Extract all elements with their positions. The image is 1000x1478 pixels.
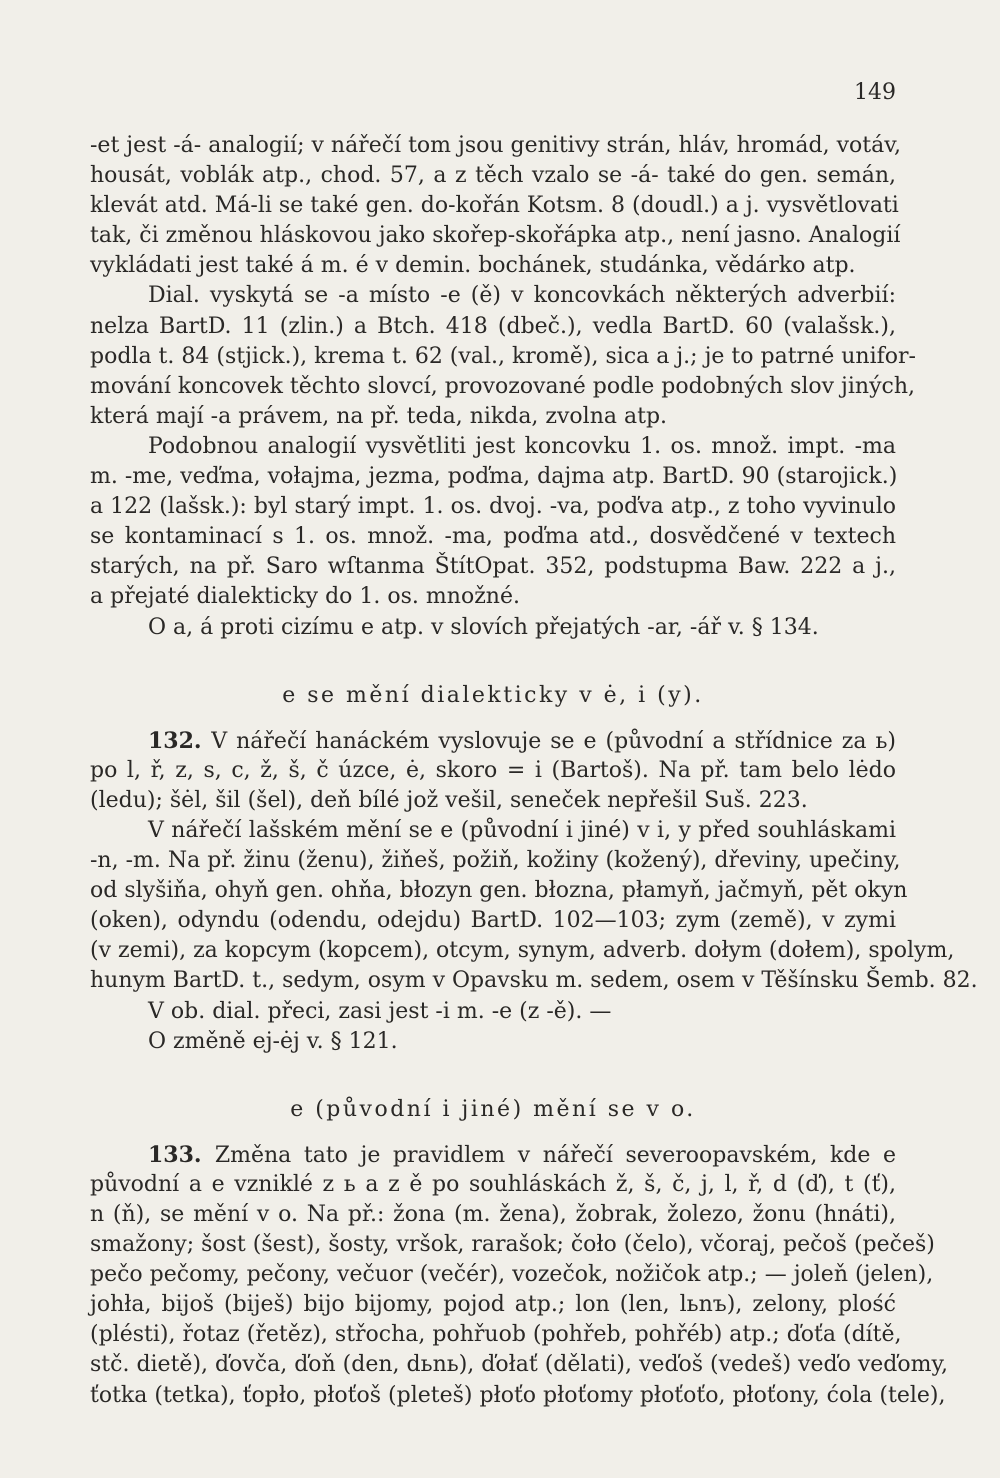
text-line	[90, 1170, 896, 1200]
section-heading	[90, 1095, 896, 1125]
section-heading	[90, 681, 896, 711]
line-text: a 122 (lašsk.): byl starý impt. 1. os. dvoj. -va, poďva atp., z toho vyvinulo	[90, 494, 896, 520]
text-line	[90, 522, 896, 552]
text-line	[90, 462, 896, 492]
line-text: Dial. vyskytá se -a místo -e (ě) v koncovkách některých adverbií:	[148, 283, 896, 309]
text-line	[90, 492, 896, 522]
line-text: nelza BartD. 11 (zlin.) a Btch. 418 (dbeč.), vedla BartD. 60 (valašsk.),	[90, 313, 896, 339]
line-text: V nářečí lašském mění se e (původní i jiné) v i, y před souhláskami	[148, 817, 896, 843]
body-text	[90, 131, 978, 1411]
line-text: johła, bijoš (biješ) bijo bijomy, pojod atp.; lon (len, lьnъ), zelony, plość	[90, 1292, 896, 1318]
paragraph-number: 132.	[148, 727, 212, 754]
text-line	[90, 161, 896, 191]
text-line	[90, 251, 896, 281]
line-text: Podobnou analogií vysvětliti jest koncovku 1. os. množ. impt. -ma	[148, 433, 896, 459]
line-text: housát, voblák atp., chod. 57, a z těch vzalo se -á- také do gen. semán,	[90, 163, 896, 189]
line-text: n (ň), se mění v o. Na př.: žona (m. žena), žobrak, žolezo, žonu (hnáti),	[90, 1202, 896, 1227]
text-line	[90, 372, 915, 402]
line-text: V ob. dial. přeci, zasi jest -i m. -e (z -ě). —	[148, 998, 612, 1024]
text-line	[90, 816, 896, 846]
line-text: (plésti), řotaz (řetěz), střocha, pohřuob (pohřeb, pohřéb) atp.; ďoťa (dítě,	[90, 1322, 902, 1348]
line-text: mování koncovek těchto slovcí, provozované podle podobných slov jiných,	[90, 373, 915, 399]
vertical-gap	[90, 1125, 896, 1140]
text-line	[90, 281, 896, 311]
line-text: (oken), odyndu (odendu, odejdu) BartD. 102—103; zym (země), v zymi	[90, 908, 896, 934]
text-line	[90, 342, 916, 372]
line-text: m. -me, veďma, vołajma, jezma, poďma, dajma atp. BartD. 90 (starojick.)	[90, 464, 898, 490]
text-line	[90, 191, 899, 221]
text-line	[90, 1260, 934, 1290]
line-text: klevát atd. Má-li se také gen. do-kořán Kotsm. 8 (doudl.) a j. vysvětlovati	[90, 193, 899, 219]
text-line	[90, 726, 896, 756]
text-line	[90, 1320, 902, 1350]
text-line	[90, 1200, 896, 1230]
line-text: e se mění dialekticky v ė, i (y).	[282, 682, 704, 708]
line-text: starých, na př. Saro wſtanma ŠtítOpat. 352, podstupma Baw. 222 a j.,	[90, 554, 896, 580]
line-text: pečo pečomy, pečony, večuor (večér), vozečok, nožičok atp.; — joleň (jelen),	[90, 1262, 934, 1288]
text-line	[90, 906, 896, 936]
line-text: tak, či změnou hláskovou jako skořep-skořápka atp., není jasno. Analogií	[90, 223, 901, 249]
text-line	[90, 786, 896, 816]
line-text: V nářečí hanáckém vyslovuje se e (původní a střídnice za ь)	[211, 728, 896, 754]
line-text: smažony; šost (šest), šosty, vršok, rarašok; čoło (čelo), včoraj, pečoš (pečeš)	[90, 1232, 935, 1258]
line-text: a přejaté dialekticky do 1. os. množné.	[90, 584, 520, 610]
text-line	[90, 1381, 946, 1411]
text-line	[90, 432, 896, 462]
text-line	[90, 552, 896, 582]
line-text: původní a e vzniklé z ь a z ě po souhláskách ž, š, č, j, l, ř, d (ď), t (ť),	[90, 1171, 896, 1197]
line-text: e (původní i jiné) mění se v o.	[290, 1096, 696, 1122]
line-text: se kontaminací s 1. os. množ. -ma, poďma atd., dosvědčené v textech	[90, 524, 896, 550]
line-text: Změna tato je pravidlem v nářečí severoopavském, kde e	[214, 1142, 896, 1168]
line-text: (ledu); šėl, šil (šel), deň bílé jož vešil, seneček nepřešil Suš. 223.	[90, 787, 808, 813]
vertical-gap	[90, 1057, 896, 1095]
text-line	[90, 312, 896, 342]
vertical-gap	[90, 643, 896, 681]
line-text: podla t. 84 (stjick.), krema t. 62 (val., kromě), sica a j.; je to patrné unifor-	[90, 343, 916, 369]
text-line	[90, 582, 896, 612]
line-text: po l, ř, z, s, c, ž, š, č úzce, ė, skoro = i (Bartoš). Na př. tam belo lėdo	[90, 757, 896, 783]
text-line	[90, 846, 901, 876]
text-line	[90, 131, 902, 161]
text-line	[90, 613, 896, 643]
line-text: stč. dietě), ďovča, ďoň (den, dьnь), ďołať (dělati), veďoš (vedeš) veďo veďomy,	[90, 1352, 948, 1378]
line-text: která mají -a právem, na př. teda, nikda, zvolna atp.	[90, 403, 668, 429]
line-text: ťotka (tetka), ťopło, płoťoš (pleteš) płoťo płoťomy płoťoťo, płoťony, ćola (tele),	[90, 1382, 946, 1408]
text-line	[90, 936, 955, 966]
text-line	[90, 1027, 896, 1057]
text-line	[90, 1230, 935, 1260]
text-line	[90, 1350, 948, 1380]
line-text: hunym BartD. t., sedym, osym v Opavsku m. sedem, osem v Těšínsku Šemb. 82.	[90, 968, 978, 994]
page-number: 149	[854, 80, 896, 105]
line-text: O a, á proti cizímu e atp. v slovích přejatých -ar, -ář v. § 134.	[148, 614, 819, 640]
vertical-gap	[90, 711, 896, 726]
text-line	[90, 402, 896, 432]
line-text: (v zemi), za kopcym (kopcem), otcym, synym, adverb. dołym (dołem), spolym,	[90, 938, 955, 964]
line-text: -n, -m. Na př. žinu (ženu), žiňeš, požiň, kožiny (kožený), dřeviny, upečiny,	[90, 848, 901, 874]
paragraph-number: 133.	[148, 1141, 215, 1168]
text-line	[90, 1140, 896, 1170]
line-text: -et jest -á- analogií; v nářečí tom jsou genitivy strán, hláv, hromád, votáv,	[90, 133, 902, 158]
text-line	[90, 1290, 896, 1320]
line-text: od slyšiňa, ohyň gen. ohňa, błozyn gen. błozna, płamyň, jačmyň, pět okyn	[90, 878, 908, 904]
text-line	[90, 997, 896, 1027]
text-line	[90, 756, 896, 786]
text-line	[90, 221, 901, 251]
line-text: vykládati jest také á m. é v demin. bochánek, studánka, vědárko atp.	[90, 253, 856, 279]
text-line	[90, 966, 978, 996]
line-text: O změně ej-ėj v. § 121.	[148, 1028, 398, 1054]
text-line	[90, 876, 908, 906]
